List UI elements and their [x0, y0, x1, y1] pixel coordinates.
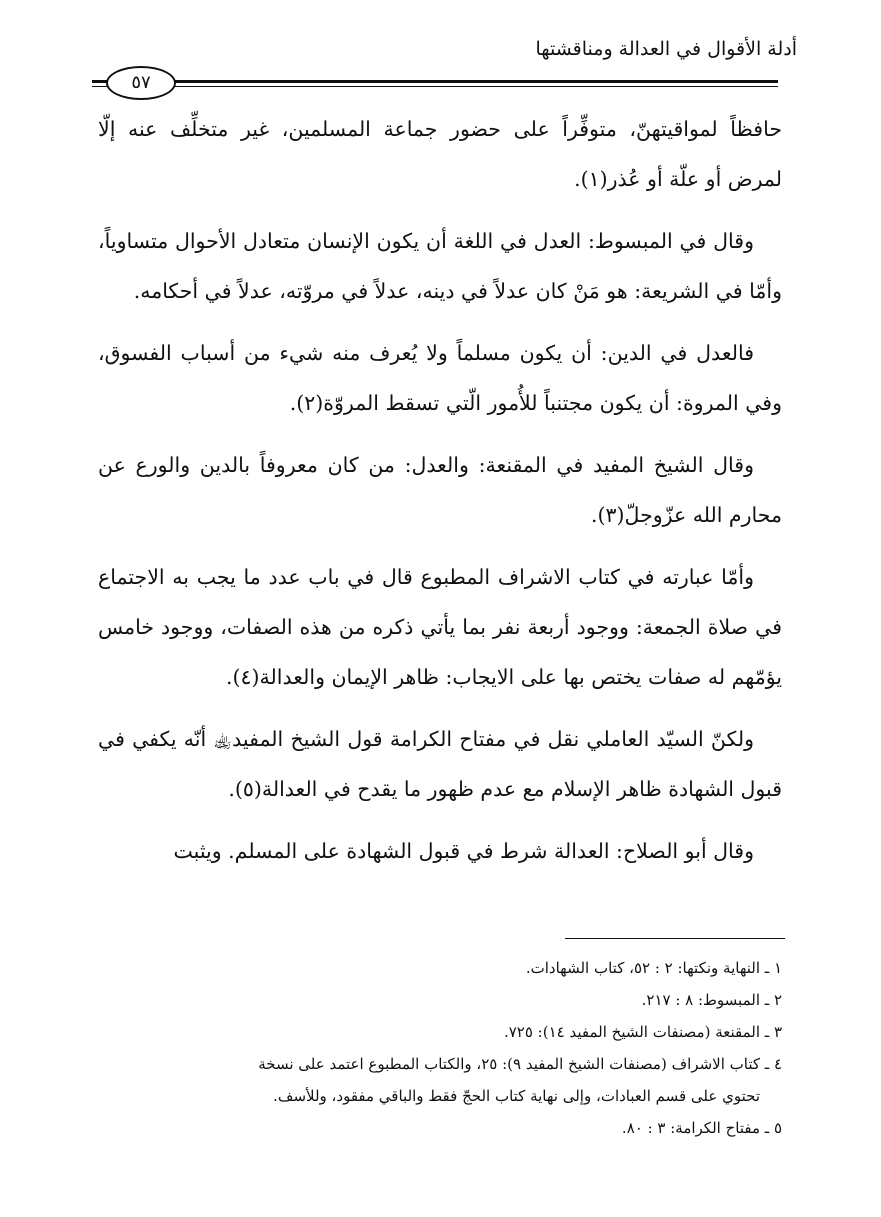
page-number: ٥٧ [106, 66, 176, 100]
footnote: ١ ـ النهاية ونكتها: ٢ : ٥٢، كتاب الشهادات. [525, 959, 782, 977]
paragraph: وأمّا عبارته في كتاب الاشراف المطبوع قال في باب عدد ما يجب به الاجتماع في صلاة الجمعة: ووجود أربعة نفر بما يأتي ذكره من هذه الصفات، ووجود خامس يؤمّهم له صفات يختص بها على الايجاب: ظاهر الإيمان والعدالة(٤). [98, 565, 782, 689]
footnote-continuation: تحتوي على قسم العبادات، وإلى نهاية كتاب الحجّ فقط والباقي مفقود، وللأسف. [273, 1087, 760, 1105]
footnote-separator [565, 938, 785, 939]
footnote: ٢ ـ المبسوط: ٨ : ٢١٧. [641, 991, 782, 1009]
footnote: ٤ ـ كتاب الاشراف (مصنفات الشيخ المفيد ٩): ٢٥، والكتاب المطبوع اعتمد على نسخة [258, 1055, 782, 1073]
header-rule-thin [92, 86, 778, 87]
footnote: ٣ ـ المقنعة (مصنفات الشيخ المفيد ١٤): ٧٢٥. [503, 1023, 782, 1041]
header-rule [92, 80, 778, 83]
body-text [98, 104, 782, 888]
footnote: ٥ ـ مفتاح الكرامة: ٣ : ٨٠. [621, 1119, 782, 1137]
paragraph: وقال الشيخ المفيد في المقنعة: والعدل: من كان معروفاً بالدين والورع عن محارم الله عزّوجلّ(٣). [98, 453, 782, 527]
running-head-title: أدلة الأقوال في العدالة ومناقشتها [535, 38, 797, 60]
paragraph: ولكنّ السيّد العاملي نقل في مفتاح الكرامة قول الشيخ المفيد﵀ أنّه يكفي في قبول الشهادة ظاهر الإسلام مع عدم ظهور ما يقدح في العدالة(٥). [98, 727, 782, 801]
paragraph: وقال في المبسوط: العدل في اللغة أن يكون الإنسان متعادل الأحوال متساوياً، وأمّا في الشريعة: هو مَنْ كان عدلاً في دينه، عدلاً في مروّته، عدلاً في أحكامه. [98, 229, 782, 303]
footnotes [98, 952, 782, 1144]
paragraph: وقال أبو الصلاح: العدالة شرط في قبول الشهادة على المسلم. ويثبت [173, 839, 754, 863]
paragraph: حافظاً لمواقيتهنّ، متوفِّراً على حضور جماعة المسلمين، غير متخلِّف عنه إلّا لمرض أو علّة أو عُذر(١). [98, 117, 782, 191]
paragraph: فالعدل في الدين: أن يكون مسلماً ولا يُعرف منه شيء من أسباب الفسوق، وفي المروة: أن يكون مجتنباً للأُمور الّتي تسقط المروّة(٢). [98, 341, 782, 415]
